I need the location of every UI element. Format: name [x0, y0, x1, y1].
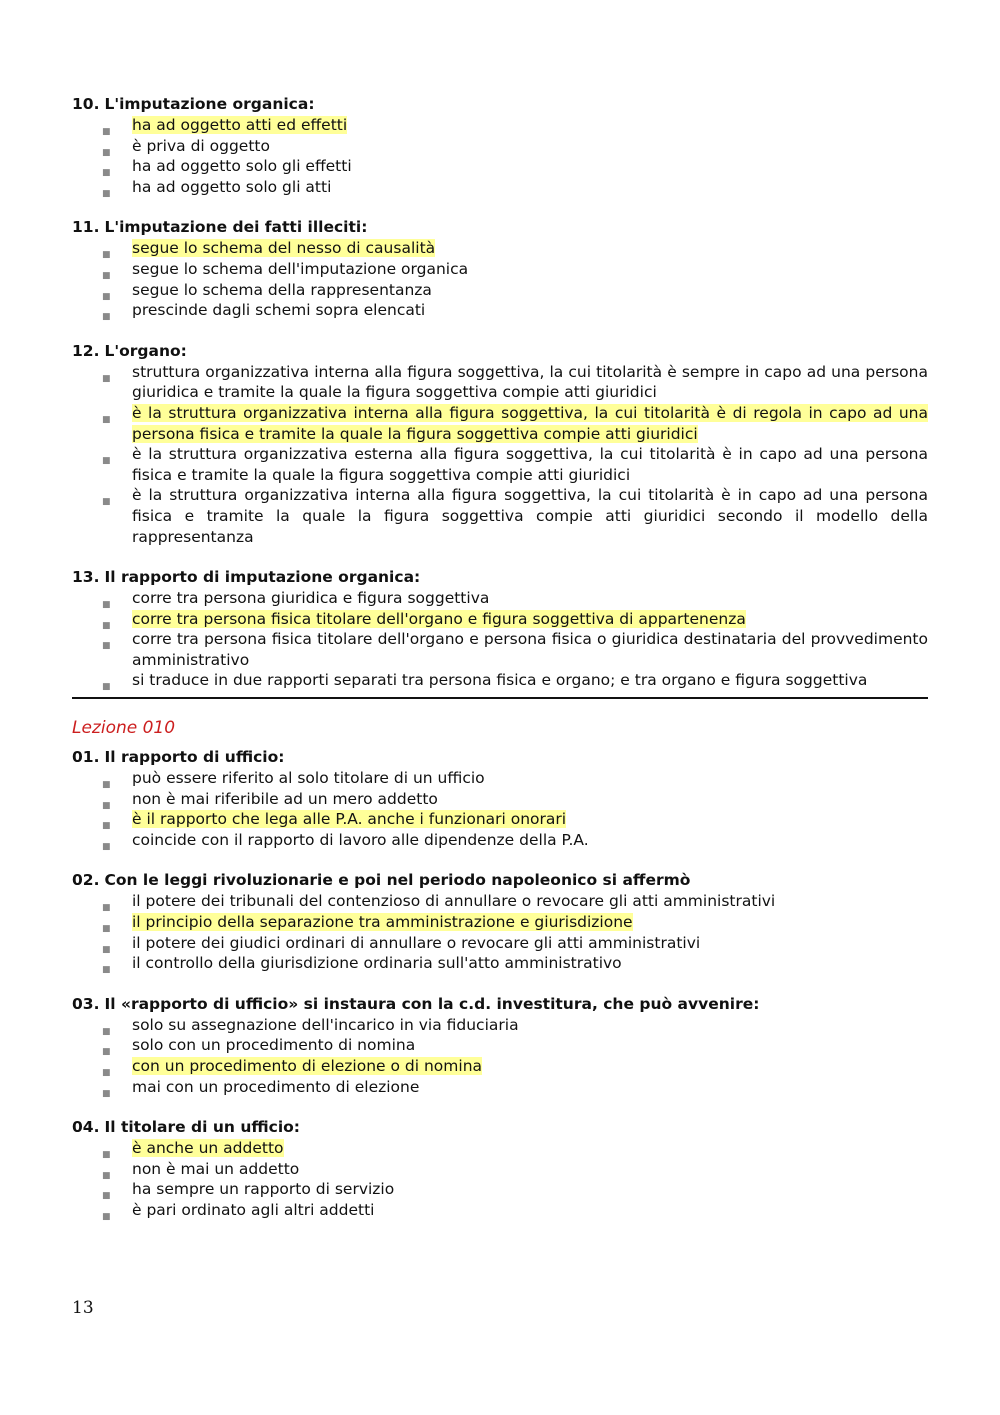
answer-item [72, 485, 928, 547]
answer-text: solo su assegnazione dell'incarico in via fiduciaria [132, 1015, 519, 1034]
bullet-icon: ■ [102, 641, 111, 652]
question-number: 02. [72, 871, 100, 890]
question-title [72, 870, 928, 891]
lesson-heading: Lezione 010 [72, 718, 176, 739]
answer-text: il principio della separazione tra amministrazione e giurisdizione [132, 913, 633, 932]
question-text: Con le leggi rivoluzionarie e poi nel periodo napoleonico si affermò [104, 871, 691, 890]
answer-item [72, 629, 928, 670]
bullet-icon: ■ [102, 903, 111, 914]
question-text: L'imputazione organica: [104, 95, 315, 113]
answer-text: il controllo della giurisdizione ordinaria sull'atto amministrativo [132, 954, 622, 973]
answer-item [72, 1077, 928, 1098]
question-number: 12. [72, 341, 100, 360]
answer-text: prescinde dagli schemi sopra elencati [132, 301, 426, 320]
answer-list [72, 115, 928, 197]
answer-text: ha ad oggetto solo gli effetti [132, 157, 352, 176]
answer-item [72, 1138, 928, 1159]
answer-list [72, 891, 928, 976]
answer-item [72, 1179, 928, 1200]
answer-list [72, 1138, 928, 1220]
bullet-icon: ■ [102, 414, 111, 425]
question-number: 01. [72, 748, 100, 767]
bullet-icon: ■ [102, 497, 111, 508]
answer-item [72, 280, 928, 301]
bullet-icon: ■ [102, 1026, 111, 1037]
bullet-icon: ■ [102, 291, 111, 302]
answer-item [72, 115, 928, 136]
answer-item [72, 300, 928, 321]
answer-item [72, 238, 928, 259]
bullet-icon: ■ [102, 147, 111, 158]
answer-text: è la struttura organizzativa esterna alla figura soggettiva, la cui titolarità è in capo ad una persona fisica e tramite la quale la figura soggettiva compie atti giuridici [132, 445, 928, 484]
bullet-icon: ■ [102, 1191, 111, 1202]
answer-list [72, 362, 928, 547]
answer-text: ha ad oggetto atti ed effetti [132, 116, 348, 134]
answer-item [72, 259, 928, 280]
bullet-icon: ■ [102, 1170, 111, 1181]
answer-item [72, 177, 928, 198]
question-title [72, 567, 928, 588]
answer-text: segue lo schema dell'imputazione organica [132, 259, 469, 278]
answer-text: corre tra persona fisica titolare dell'organo e figura soggettiva di appartenenza [132, 609, 746, 628]
question-number: 13. [72, 568, 100, 587]
answer-item [72, 136, 928, 157]
question-title [72, 994, 928, 1015]
answer-text: ha ad oggetto solo gli atti [132, 177, 332, 196]
answer-item [72, 362, 928, 403]
answer-list [72, 768, 928, 850]
bullet-icon: ■ [102, 1047, 111, 1058]
question-11 [72, 217, 928, 323]
bullet-icon: ■ [102, 682, 111, 693]
answer-list [72, 238, 928, 323]
question-13 [72, 567, 928, 691]
answer-item [72, 789, 928, 810]
answer-item [72, 156, 928, 177]
question-text: Il rapporto di ufficio: [104, 748, 285, 767]
answer-item [72, 403, 928, 444]
question-number: 03. [72, 994, 100, 1013]
bullet-icon: ■ [102, 270, 111, 281]
bullet-icon: ■ [102, 841, 111, 852]
question-text: Il «rapporto di ufficio» si instaura con la c.d. investitura, che può avvenire: [104, 994, 760, 1013]
question-text: Il titolare di un ufficio: [104, 1118, 300, 1137]
answer-text: con un procedimento di elezione o di nomina [132, 1057, 483, 1075]
answer-item [72, 1035, 928, 1056]
question-01 [72, 747, 928, 850]
answer-text: è anche un addetto [132, 1139, 284, 1158]
bullet-icon: ■ [102, 780, 111, 791]
page-content [72, 94, 928, 1241]
answer-text: segue lo schema del nesso di causalità [132, 239, 436, 258]
question-02 [72, 870, 928, 976]
question-number: 10. [72, 95, 100, 113]
answer-text: è priva di oggetto [132, 136, 270, 155]
answer-item [72, 670, 928, 691]
answer-item [72, 444, 928, 485]
bullet-icon: ■ [102, 924, 111, 935]
question-text: L'organo: [104, 341, 187, 360]
answer-text: non è mai un addetto [132, 1159, 300, 1178]
answer-text: mai con un procedimento di elezione [132, 1077, 420, 1096]
bullet-icon: ■ [102, 944, 111, 955]
answer-text: è la struttura organizzativa interna alla figura soggettiva, la cui titolarità è in capo ad una persona fisica e tramite la quale la figura soggettiva compie atti giuridici secondo il modello della rappresentanza [132, 486, 928, 546]
question-03 [72, 994, 928, 1097]
question-title [72, 94, 928, 115]
bullet-icon: ■ [102, 312, 111, 323]
question-10 [72, 94, 928, 197]
bullet-icon: ■ [102, 127, 111, 137]
answer-text: struttura organizzativa interna alla figura soggettiva, la cui titolarità è sempre in capo ad una persona giuridica e tramite la quale la figura soggettiva compie atti giuridici [132, 362, 928, 402]
answer-text: è la struttura organizzativa interna alla figura soggettiva, la cui titolarità è di regola in capo ad una persona fisica e tramite la quale la figura soggettiva compie atti giuridici [132, 403, 928, 443]
bullet-icon: ■ [102, 1088, 111, 1099]
answer-text: corre tra persona giuridica e figura soggettiva [132, 589, 490, 608]
answer-item [72, 1056, 928, 1077]
answer-item [72, 953, 928, 974]
question-04 [72, 1117, 928, 1220]
question-title [72, 1117, 928, 1138]
bullet-icon: ■ [102, 800, 111, 811]
answer-item [72, 1159, 928, 1180]
bullet-icon: ■ [102, 250, 111, 261]
answer-text: è il rapporto che lega alle P.A. anche i funzionari onorari [132, 810, 567, 829]
bullet-icon: ■ [102, 168, 111, 179]
question-title [72, 217, 928, 238]
question-number: 04. [72, 1118, 100, 1137]
bullet-icon: ■ [102, 373, 111, 384]
bullet-icon: ■ [102, 620, 111, 631]
answer-text: è pari ordinato agli altri addetti [132, 1200, 375, 1219]
page-number: 13 [72, 1298, 94, 1318]
bullet-icon: ■ [102, 456, 111, 467]
answer-list [72, 588, 928, 691]
answer-text: solo con un procedimento di nomina [132, 1036, 416, 1055]
answer-item [72, 933, 928, 954]
question-number: 11. [72, 218, 100, 237]
bullet-icon: ■ [102, 965, 111, 976]
answer-item [72, 768, 928, 789]
answer-text: il potere dei tribunali del contenzioso di annullare o revocare gli atti amministrativi [132, 892, 776, 911]
answer-list [72, 1015, 928, 1097]
answer-text: si traduce in due rapporti separati tra persona fisica e organo; e tra organo e figura soggettiva [132, 671, 868, 690]
question-text: Il rapporto di imputazione organica: [104, 568, 421, 587]
bullet-icon: ■ [102, 1150, 111, 1161]
answer-item [72, 588, 928, 609]
question-title [72, 341, 928, 362]
answer-item [72, 609, 928, 630]
answer-text: coincide con il rapporto di lavoro alle dipendenze della P.A. [132, 830, 589, 849]
bullet-icon: ■ [102, 188, 111, 199]
question-12 [72, 341, 928, 547]
answer-text: non è mai riferibile ad un mero addetto [132, 789, 438, 808]
answer-item [72, 1015, 928, 1036]
answer-item [72, 912, 928, 933]
answer-item [72, 1200, 928, 1221]
bullet-icon: ■ [102, 1211, 111, 1222]
answer-text: il potere dei giudici ordinari di annullare o revocare gli atti amministrativi [132, 933, 701, 952]
bullet-icon: ■ [102, 821, 111, 832]
answer-item [72, 891, 928, 912]
bullet-icon: ■ [102, 1068, 111, 1078]
answer-text: corre tra persona fisica titolare dell'organo e persona fisica o giuridica destinataria del provvedimento amministrativo [132, 630, 928, 669]
question-text: L'imputazione dei fatti illeciti: [104, 218, 368, 237]
answer-text: segue lo schema della rappresentanza [132, 280, 432, 299]
answer-text: ha sempre un rapporto di servizio [132, 1180, 395, 1199]
section-divider [72, 697, 928, 699]
bullet-icon: ■ [102, 600, 111, 611]
answer-text: può essere riferito al solo titolare di un ufficio [132, 769, 485, 788]
answer-item [72, 830, 928, 851]
question-title [72, 747, 928, 768]
answer-item [72, 809, 928, 830]
